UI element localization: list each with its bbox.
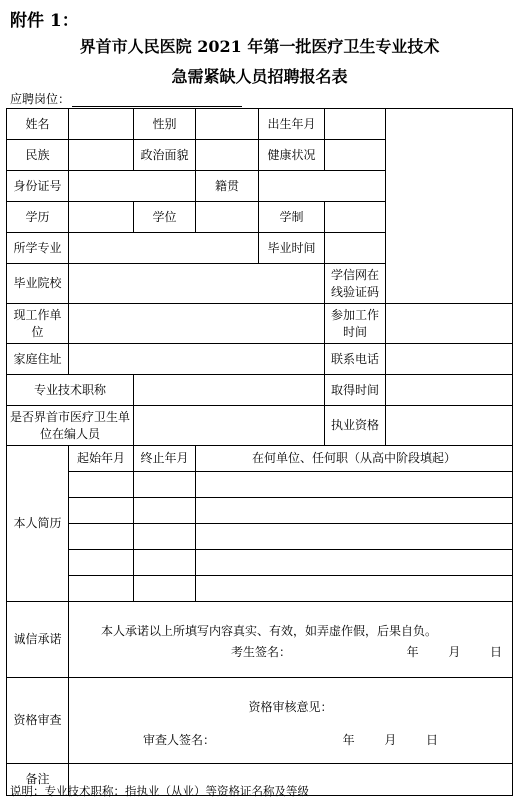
in-staff-field[interactable] — [134, 406, 325, 446]
resume-end-cell[interactable] — [134, 472, 196, 498]
employer-field[interactable] — [69, 304, 325, 344]
degree-field[interactable] — [196, 202, 259, 233]
tech-title-field[interactable] — [134, 375, 325, 406]
footer-note: 说明：专业技术职称：指执业（从业）等资格证名称及等级 — [10, 784, 309, 798]
form-title-line2: 急需紧缺人员招聘报名表 — [171, 67, 348, 86]
work-start-field[interactable] — [386, 304, 513, 344]
month-label: 月 — [448, 644, 461, 659]
grad-date-label: 毕业时间 — [259, 233, 325, 264]
ethnicity-field[interactable] — [69, 140, 134, 171]
degree-label: 学位 — [134, 202, 196, 233]
resume-unit-cell[interactable] — [196, 472, 513, 498]
health-label: 健康状况 — [259, 140, 325, 171]
phone-field[interactable] — [386, 344, 513, 375]
duration-field[interactable] — [325, 202, 386, 233]
review-cell[interactable] — [69, 678, 513, 764]
unit-post-header: 在何单位、任何职（从高中阶段填起） — [196, 446, 513, 472]
resume-end-cell[interactable] — [134, 576, 196, 602]
resume-unit-cell[interactable] — [196, 498, 513, 524]
applied-post-label: 应聘岗位： — [10, 92, 71, 106]
pledge-text: 本人承诺以上所填写内容真实、有效，如弄虚作假，后果自负。 — [101, 623, 438, 638]
id-field[interactable] — [69, 171, 196, 202]
ethnicity-label: 民族 — [7, 140, 69, 171]
year-label: 年 — [406, 644, 419, 659]
start-ym-header: 起始年月 — [69, 446, 134, 472]
reviewer-sign-line[interactable] — [71, 732, 510, 749]
name-label: 姓名 — [7, 109, 69, 140]
xuexin-label: 学信网在线验证码 — [325, 264, 386, 304]
birth-label: 出生年月 — [259, 109, 325, 140]
native-field[interactable] — [259, 171, 386, 202]
native-label: 籍贯 — [196, 171, 259, 202]
obtained-label: 取得时间 — [325, 375, 386, 406]
name-field[interactable] — [69, 109, 134, 140]
resume-start-cell[interactable] — [69, 576, 134, 602]
in-staff-label: 是否界首市医疗卫生单位在编人员 — [7, 406, 134, 446]
school-field[interactable] — [69, 264, 325, 304]
resume-end-cell[interactable] — [134, 550, 196, 576]
school-label: 毕业院校 — [7, 264, 69, 304]
remarks-label: 备注 — [7, 764, 69, 796]
major-label: 所学专业 — [7, 233, 69, 264]
obtained-field[interactable] — [386, 375, 513, 406]
address-field[interactable] — [69, 344, 325, 375]
review-day-label: 日 — [426, 732, 439, 747]
grad-date-field[interactable] — [325, 233, 386, 264]
resume-unit-cell[interactable] — [196, 524, 513, 550]
attachment-label: 附件 1： — [10, 11, 79, 31]
day-label: 日 — [490, 644, 503, 659]
resume-start-cell[interactable] — [69, 550, 134, 576]
resume-start-cell[interactable] — [69, 524, 134, 550]
review-opinion-label: 资格审核意见： — [248, 699, 333, 714]
birth-field[interactable] — [325, 109, 386, 140]
address-label: 家庭住址 — [7, 344, 69, 375]
tech-title-label: 专业技术职称 — [7, 375, 134, 406]
photo-box[interactable] — [386, 109, 513, 304]
registration-form-table — [6, 108, 513, 796]
review-year-label: 年 — [342, 732, 355, 747]
integrity-pledge-cell — [69, 602, 513, 678]
resume-end-cell[interactable] — [134, 524, 196, 550]
candidate-sign-label: 考生签名： — [231, 644, 292, 659]
form-title-line1: 界首市人民医院 2021 年第一批医疗卫生专业技术 — [79, 37, 440, 56]
politics-label: 政治面貌 — [134, 140, 196, 171]
resume-start-cell[interactable] — [69, 498, 134, 524]
resume-unit-cell[interactable] — [196, 550, 513, 576]
education-label: 学历 — [7, 202, 69, 233]
major-field[interactable] — [69, 233, 259, 264]
id-label: 身份证号 — [7, 171, 69, 202]
resume-end-cell[interactable] — [134, 498, 196, 524]
end-ym-header: 终止年月 — [134, 446, 196, 472]
review-label: 资格审查 — [7, 678, 69, 764]
employer-label: 现工作单位 — [7, 304, 69, 344]
duration-label: 学制 — [259, 202, 325, 233]
review-month-label: 月 — [384, 732, 397, 747]
applied-post-field[interactable] — [72, 94, 242, 107]
candidate-sign-line[interactable] — [71, 644, 510, 661]
applied-post — [10, 90, 242, 107]
education-field[interactable] — [69, 202, 134, 233]
reviewer-sign-label: 审查人签名： — [142, 732, 215, 747]
resume-unit-cell[interactable] — [196, 576, 513, 602]
gender-label: 性别 — [134, 109, 196, 140]
integrity-label: 诚信承诺 — [7, 602, 69, 678]
politics-field[interactable] — [196, 140, 259, 171]
work-start-label: 参加工作时间 — [325, 304, 386, 344]
phone-label: 联系电话 — [325, 344, 386, 375]
gender-field[interactable] — [196, 109, 259, 140]
resume-label: 本人简历 — [7, 446, 69, 602]
health-field[interactable] — [325, 140, 386, 171]
license-field[interactable] — [386, 406, 513, 446]
license-label: 执业资格 — [325, 406, 386, 446]
resume-start-cell[interactable] — [69, 472, 134, 498]
